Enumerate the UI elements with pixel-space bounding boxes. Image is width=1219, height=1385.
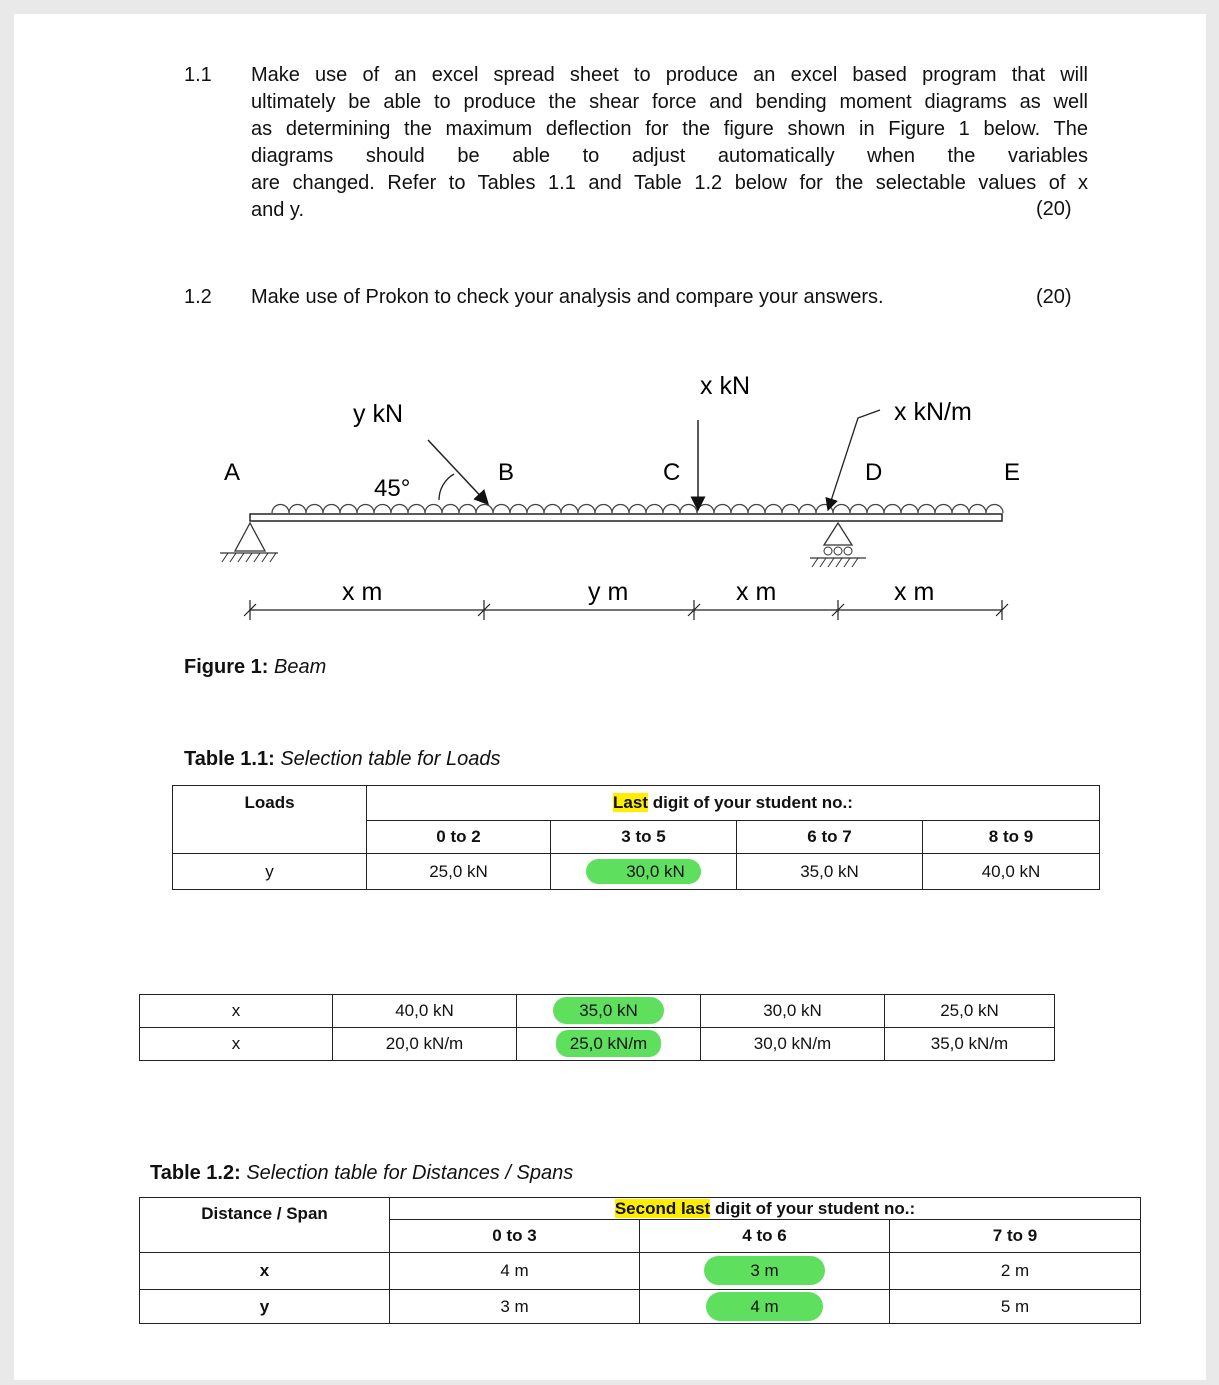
table-cell: 35,0 kN/m: [885, 1028, 1055, 1061]
point-label-e: E: [1004, 459, 1021, 486]
table-cell: 4 m: [390, 1253, 640, 1290]
document-page: [14, 14, 1206, 1380]
table-loads: [172, 785, 1100, 890]
figure-caption-label: Figure 1:: [184, 656, 269, 678]
highlighted-text: Last: [613, 793, 649, 812]
question-line: and y.: [251, 199, 304, 221]
highlighted-value: 4 m: [706, 1292, 822, 1321]
point-label-d: D: [865, 459, 883, 486]
question-line: ultimately be able to produce the shear force and bending moment diagrams as well: [251, 91, 1088, 113]
table-loads-group-header: [367, 786, 1100, 821]
distributed-load-curve: [272, 505, 1003, 514]
table-1-2-caption-title: Selection table for Distances / Spans: [246, 1162, 574, 1184]
table-cell: 25,0 kN: [885, 995, 1055, 1028]
table-cell: 5 m: [890, 1290, 1141, 1324]
question-1-2-marks: (20): [1036, 286, 1072, 308]
point-label-c: C: [663, 459, 681, 486]
beam-figure: [14, 14, 1206, 654]
table-loads-col-header: 0 to 2: [367, 821, 551, 854]
roller-support-d: [810, 523, 866, 567]
table-cell: 40,0 kN: [333, 995, 517, 1028]
span-label-cd: x m: [736, 578, 777, 606]
table-cell-highlighted: [551, 854, 737, 890]
question-line: diagrams should be able to adjust automatically when the variables: [251, 145, 1088, 167]
angle-arc: [439, 474, 454, 500]
table-1-1-caption-title: Selection table for Loads: [280, 748, 501, 770]
table-loads-row-header: Loads: [173, 786, 367, 854]
highlighted-value: 30,0 kN: [586, 859, 701, 884]
table-row: [173, 854, 1100, 890]
point-label-a: A: [224, 459, 241, 486]
table-loads-x: [139, 994, 1055, 1061]
table-cell-highlighted: [517, 995, 701, 1028]
table-distances-col-header: 0 to 3: [390, 1220, 640, 1253]
label-point-load: x kN: [700, 372, 750, 400]
row-label: x: [140, 1253, 390, 1290]
table-cell: 40,0 kN: [923, 854, 1100, 890]
row-label: x: [140, 1028, 333, 1061]
span-label-bc: y m: [588, 578, 629, 606]
figure-caption-title: Beam: [274, 656, 327, 678]
table-cell: 2 m: [890, 1253, 1141, 1290]
table-cell: 20,0 kN/m: [333, 1028, 517, 1061]
row-label: x: [140, 995, 333, 1028]
question-number-1-2: 1.2: [184, 286, 212, 308]
highlighted-value: 3 m: [704, 1256, 824, 1285]
question-line: Make use of an excel spread sheet to produce an excel based program that will: [251, 64, 1088, 86]
pin-support-a: [220, 523, 278, 562]
point-label-b: B: [498, 459, 515, 486]
highlighted-text: Second last: [614, 1198, 711, 1218]
figure-caption: [184, 656, 326, 679]
table-cell: 35,0 kN: [737, 854, 923, 890]
table-row: [140, 1290, 1141, 1324]
table-row: [140, 995, 1055, 1028]
inclined-load-arrow: [428, 440, 488, 504]
table-distances-col-header: 4 to 6: [640, 1220, 890, 1253]
table-cell-highlighted: [640, 1253, 890, 1290]
beam: [250, 514, 1002, 521]
label-angle: 45°: [374, 475, 411, 502]
table-1-2-caption: [150, 1162, 573, 1185]
table-1-1-caption-label: Table 1.1:: [184, 748, 275, 770]
table-cell: 3 m: [390, 1290, 640, 1324]
table-cell-highlighted: [517, 1028, 701, 1061]
question-line: are changed. Refer to Tables 1.1 and Table 1.2 below for the selectable values of x: [251, 172, 1088, 194]
table-row: [140, 1253, 1141, 1290]
group-header-text: digit of your student no.:: [648, 793, 853, 812]
table-loads-col-header: 6 to 7: [737, 821, 923, 854]
table-1-1-caption: [184, 748, 501, 771]
table-cell: 30,0 kN: [701, 995, 885, 1028]
table-distances-col-header: 7 to 9: [890, 1220, 1141, 1253]
table-distances-row-header: Distance / Span: [140, 1198, 390, 1253]
table-loads-col-header: 3 to 5: [551, 821, 737, 854]
table-distances-group-header: [390, 1198, 1141, 1220]
table-loads-col-header: 8 to 9: [923, 821, 1100, 854]
row-label: y: [140, 1290, 390, 1324]
highlighted-value: 35,0 kN: [553, 997, 664, 1024]
group-header-text: digit of your student no.:: [710, 1198, 916, 1218]
question-1-2-text: Make use of Prokon to check your analysis and compare your answers.: [251, 286, 884, 308]
label-distributed-load: x kN/m: [894, 398, 972, 426]
table-cell: 25,0 kN: [367, 854, 551, 890]
question-line: as determining the maximum deflection for the figure shown in Figure 1 below. The: [251, 118, 1088, 140]
table-row: [140, 1028, 1055, 1061]
span-label-de: x m: [894, 578, 935, 606]
row-label: y: [173, 854, 367, 890]
label-inclined-load: y kN: [353, 400, 403, 428]
table-distances: [139, 1197, 1141, 1324]
question-number-1-1: 1.1: [184, 64, 212, 86]
span-label-ab: x m: [342, 578, 383, 606]
table-cell-highlighted: [640, 1290, 890, 1324]
highlighted-value: 25,0 kN/m: [556, 1030, 661, 1057]
table-cell: 30,0 kN/m: [701, 1028, 885, 1061]
question-1-1-marks: (20): [1036, 198, 1072, 220]
table-1-2-caption-label: Table 1.2:: [150, 1162, 241, 1184]
